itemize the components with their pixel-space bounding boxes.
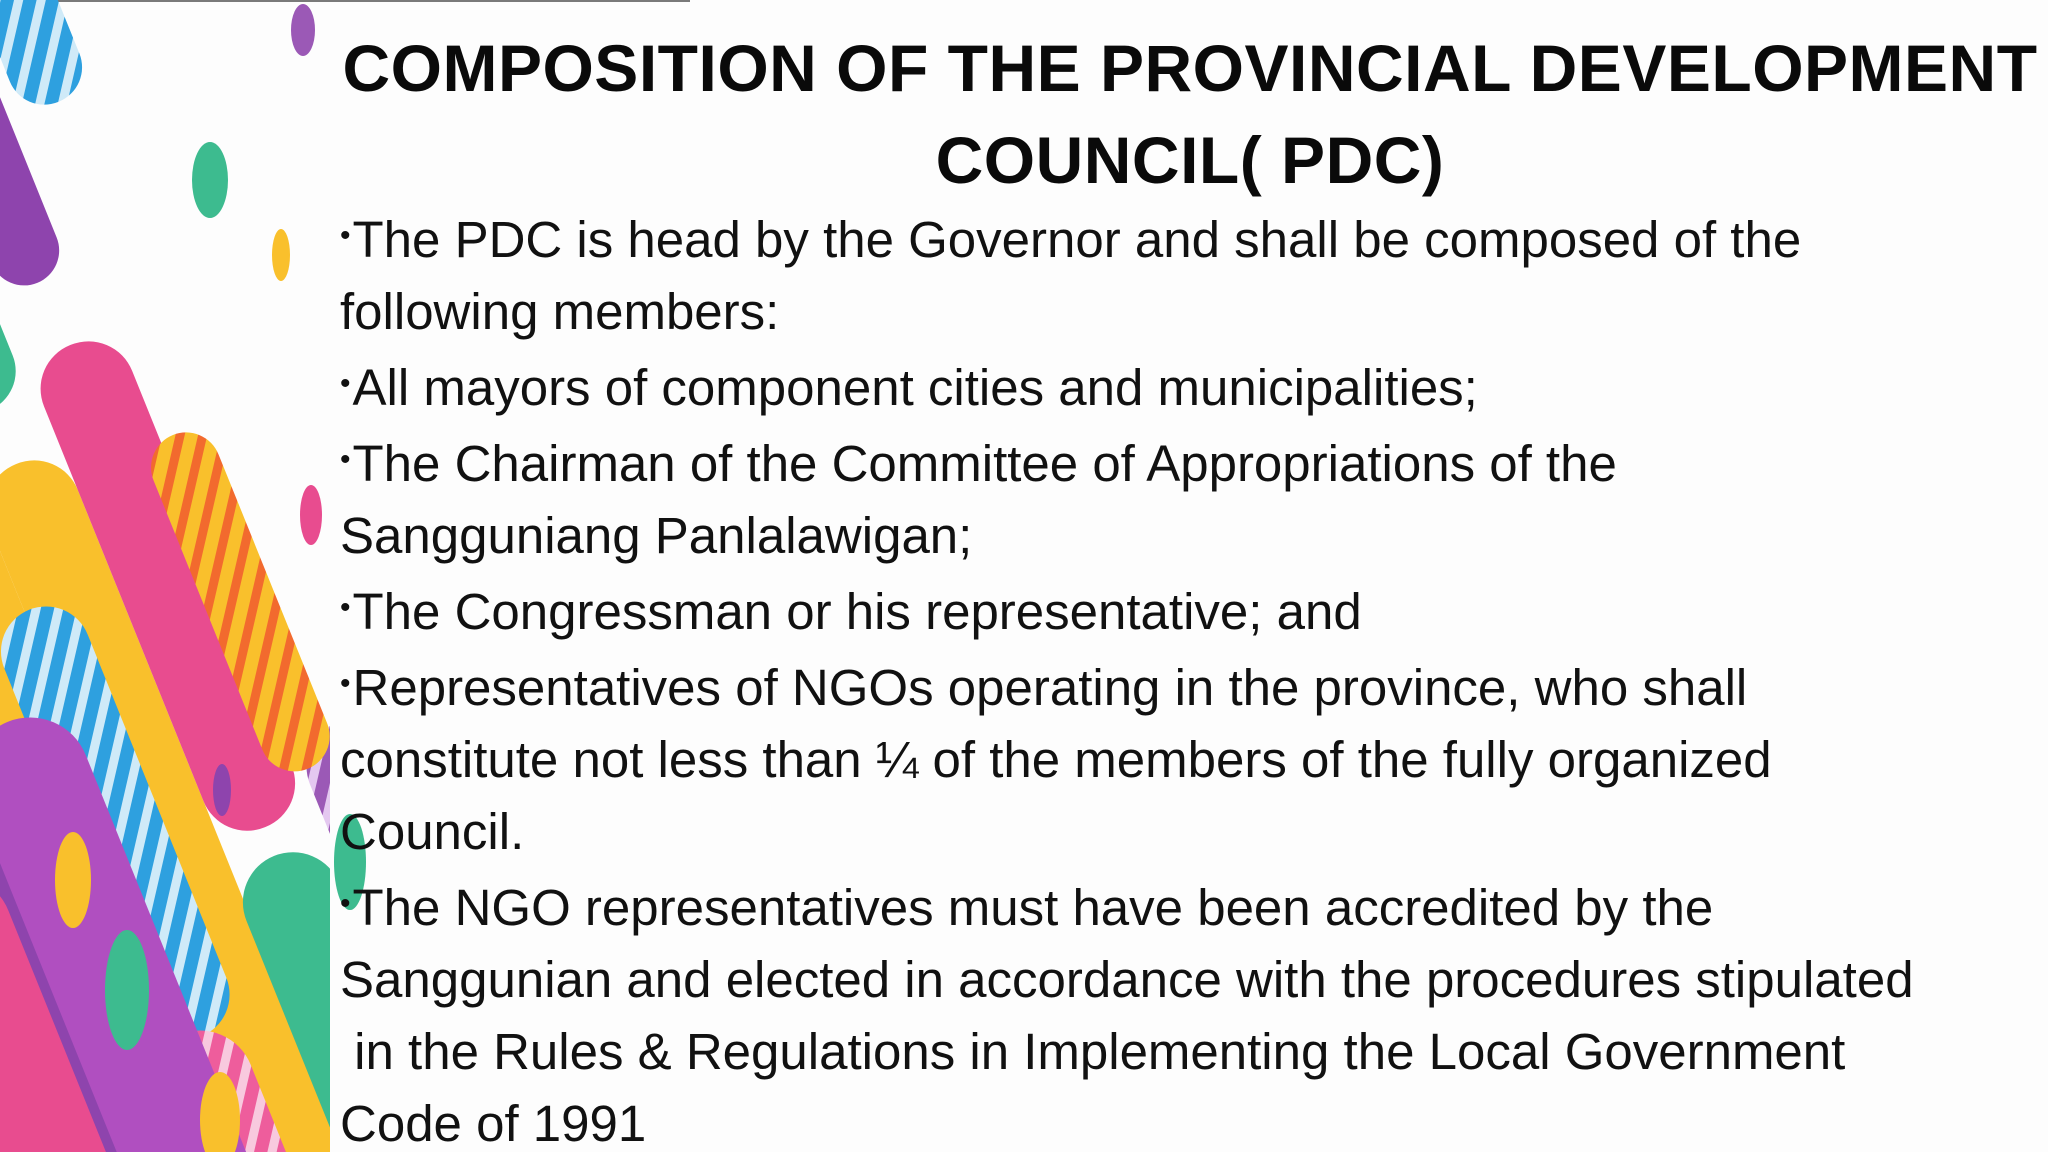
bullet-glyph: • bbox=[340, 219, 351, 252]
item-text-continued: Sangguniang Panlalawigan; bbox=[340, 507, 973, 564]
item-text-continued: Sanggunian and elected in accordance with the procedures stipulated bbox=[340, 951, 1914, 1008]
list-item bbox=[340, 868, 2040, 1152]
item-text: The NGO representatives must have been accredited by the bbox=[352, 879, 1714, 936]
item-text-continued: Council. bbox=[340, 803, 525, 860]
bullet-glyph: • bbox=[340, 667, 351, 700]
slide-title bbox=[340, 22, 2040, 206]
item-text-continued: in the Rules & Regulations in Implementing the Local Government bbox=[340, 1023, 1846, 1080]
item-text-continued: constitute not less than ¼ of the members of the fully organized bbox=[340, 731, 1772, 788]
bullet-glyph: • bbox=[340, 591, 351, 624]
item-text: The Chairman of the Committee of Appropriations of the bbox=[352, 435, 1617, 492]
bullet-list bbox=[340, 200, 2040, 1152]
list-item bbox=[340, 424, 2040, 572]
title-line-2: COUNCIL( PDC) bbox=[935, 123, 1445, 197]
item-text-continued: Code of 1991 bbox=[340, 1095, 647, 1152]
bullet-glyph: • bbox=[340, 367, 351, 400]
list-item bbox=[340, 348, 2040, 424]
bullet-glyph: • bbox=[340, 887, 351, 920]
title-line-1: COMPOSITION OF THE PROVINCIAL DEVELOPMENT bbox=[342, 31, 2038, 105]
item-text: Representatives of NGOs operating in the province, who shall bbox=[352, 659, 1748, 716]
list-item bbox=[340, 572, 2040, 648]
item-text-continued: following members: bbox=[340, 283, 780, 340]
item-text: The Congressman or his representative; and bbox=[352, 583, 1362, 640]
list-item bbox=[340, 648, 2040, 868]
list-item bbox=[340, 200, 2040, 348]
bullet-glyph: • bbox=[340, 443, 351, 476]
item-text: All mayors of component cities and municipalities; bbox=[352, 359, 1478, 416]
item-text: The PDC is head by the Governor and shall be composed of the bbox=[352, 211, 1802, 268]
